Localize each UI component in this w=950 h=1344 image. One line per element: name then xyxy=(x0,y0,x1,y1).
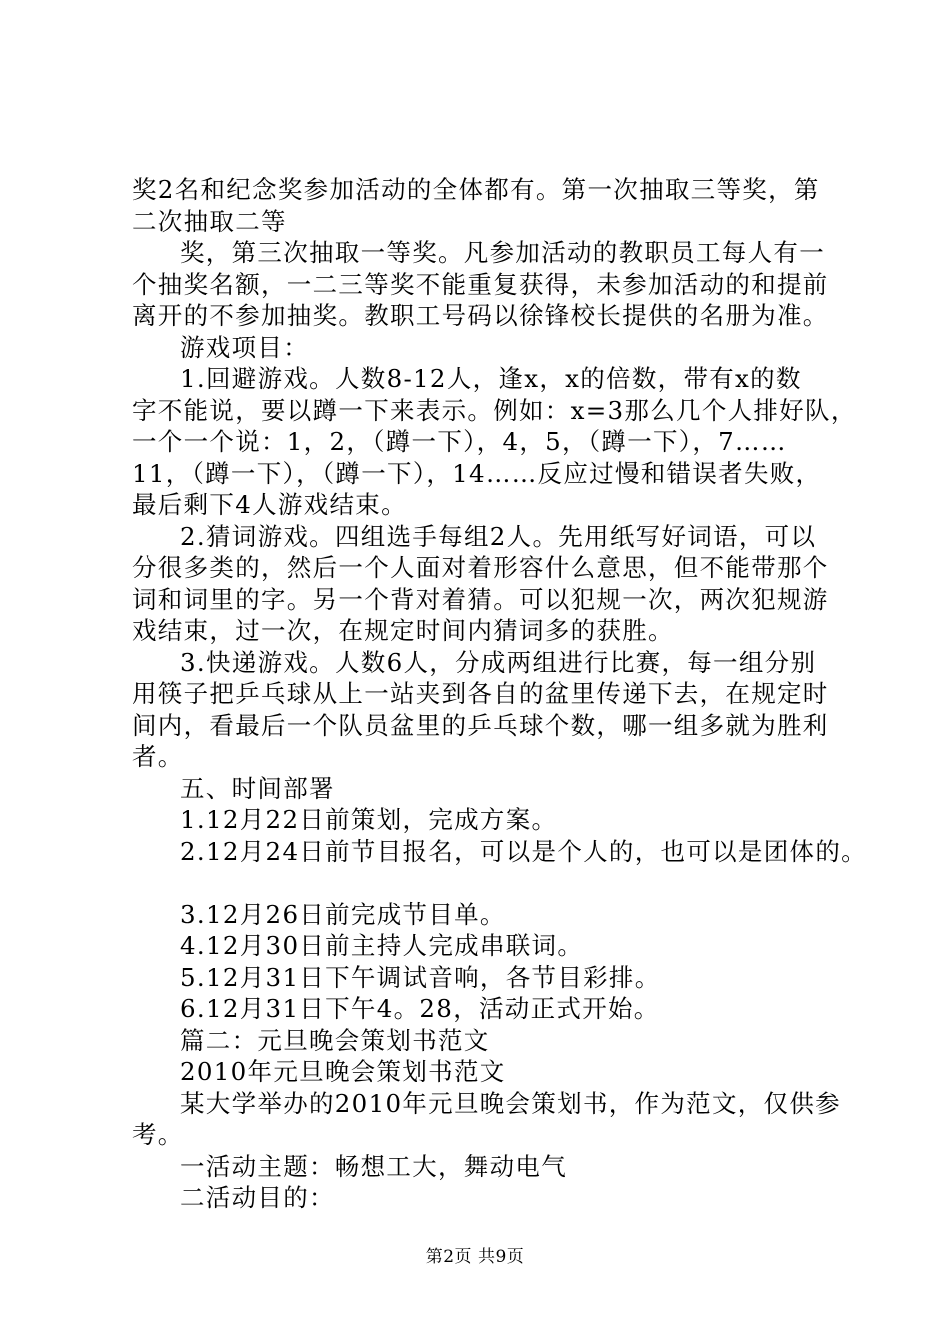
text-line: 者。 xyxy=(132,742,184,771)
schedule-item: 3.12月26日前完成节目单。 xyxy=(180,899,506,929)
section-heading: 一活动主题：畅想工大，舞动电气 xyxy=(180,1151,567,1181)
text-line: 离开的不参加抽奖。教职工号码以徐锋校长提供的名册为准。 xyxy=(132,301,829,330)
text-line: 戏结束，过一次，在规定时间内猜词多的获胜。 xyxy=(132,616,674,645)
text-line: 分很多类的，然后一个人面对着形容什么意思，但不能带那个 xyxy=(132,553,829,582)
section-heading: 二活动目的： xyxy=(180,1183,335,1212)
text-line: 奖2名和纪念奖参加活动的全体都有。第一次抽取三等奖，第 xyxy=(132,175,820,204)
blank-line xyxy=(132,867,862,899)
text-line: 1.回避游戏。人数8-12人，逢x，x的倍数，带有x的数 xyxy=(180,364,802,393)
schedule-item: 6.12月31日下午4。28，活动正式开始。 xyxy=(180,994,660,1023)
page-number-footer: 第2页 共9页 xyxy=(425,1247,525,1267)
text-line: 某大学举办的2010年元旦晚会策划书，作为范文，仅供参 xyxy=(180,1088,841,1118)
section-heading: 游戏项目： xyxy=(180,332,309,362)
text-line: 用筷子把乒乓球从上一站夹到各自的盆里传递下去，在规定时 xyxy=(132,679,829,708)
text-line: 奖，第三次抽取一等奖。凡参加活动的教职员工每人有一 xyxy=(180,238,825,267)
text-line: 间内，看最后一个队员盆里的乒乓球个数，哪一组多就为胜利 xyxy=(132,710,829,740)
document-title: 2010年元旦晚会策划书范文 xyxy=(180,1057,506,1086)
text-line: 最后剩下4人游戏结束。 xyxy=(132,490,407,519)
text-line: 2.猜词游戏。四组选手每组2人。先用纸写好词语，可以 xyxy=(180,521,817,551)
text-line: 3.快递游戏。人数6人，分成两组进行比赛，每一组分别 xyxy=(180,647,817,677)
schedule-item: 2.12月24日前节目报名，可以是个人的，也可以是团体的。 xyxy=(180,836,867,866)
schedule-item: 5.12月31日下午调试音响，各节目彩排。 xyxy=(180,962,661,992)
text-line: 字不能说，要以蹲一下来表示。例如：x=3那么几个人排好队， xyxy=(132,395,857,425)
text-line: 一个一个说：1，2，（蹲一下），4，5，（蹲一下），7…… xyxy=(132,427,787,456)
text-line: 考。 xyxy=(132,1120,184,1149)
schedule-item: 1.12月22日前策划，完成方案。 xyxy=(180,805,558,834)
text-line: 词和词里的字。另一个背对着猜。可以犯规一次，两次犯规游 xyxy=(132,584,829,614)
text-line: 11，（蹲一下），（蹲一下），14……反应过慢和错误者失败， xyxy=(132,458,822,488)
text-line: 二次抽取二等 xyxy=(132,206,287,236)
text-line: 个抽奖名额，一二三等奖不能重复获得，未参加活动的和提前 xyxy=(132,269,829,299)
document-body xyxy=(132,174,867,1214)
section-heading: 篇二：元旦晚会策划书范文 xyxy=(180,1025,490,1055)
section-heading: 五、时间部署 xyxy=(180,773,335,803)
schedule-item: 4.12月30日前主持人完成串联词。 xyxy=(180,931,584,960)
